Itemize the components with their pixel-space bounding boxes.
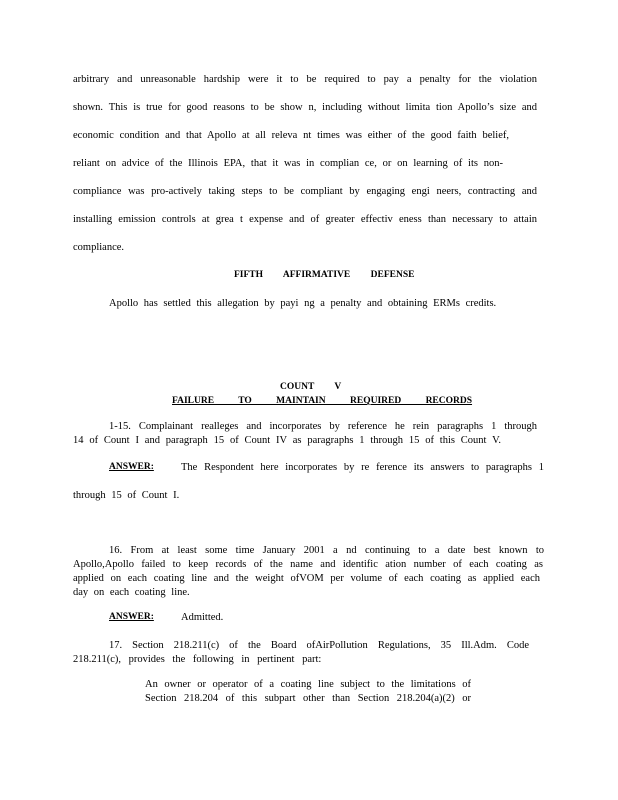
para-line: shown. This is true for good reasons to be show n, including without limita tion Apollo’s size and xyxy=(73,102,537,113)
para-line: 218.211(c), provides the following in pertinent part: xyxy=(73,654,322,665)
answer-label: ANSWER: xyxy=(109,462,154,472)
quote-line: Section 218.204 of this subpart other than Section 218.204(a)(2) or xyxy=(145,693,471,704)
quote-line: An owner or operator of a coating line subject to the limitations of xyxy=(145,679,471,690)
answer-label: ANSWER: xyxy=(109,612,154,622)
count-title: COUNT V xyxy=(280,382,342,392)
para-line: compliance. xyxy=(73,242,125,253)
para-line: Apollo,Apollo failed to keep records of the name and identific ation number of each coating as xyxy=(73,559,543,570)
para-line: applied on each coating line and the weight ofVOM per volume of each coating as applied each xyxy=(73,573,540,584)
defense-text: Apollo has settled this allegation by payi ng a penalty and obtaining ERMs credits. xyxy=(109,298,497,309)
para-line: 16. From at least some time January 2001 a nd continuing to a date best known to xyxy=(109,545,544,556)
section-heading: FIFTH AFFIRMATIVE DEFENSE xyxy=(234,270,415,280)
para-line: arbitrary and unreasonable hardship were it to be required to pay a penalty for the violation xyxy=(73,74,537,85)
para-line: 17. Section 218.211(c) of the Board ofAirPollution Regulations, 35 Ill.Adm. Code xyxy=(109,640,529,651)
para-line: economic condition and that Apollo at all releva nt times was either of the good faith belief, xyxy=(73,130,509,141)
para-line: compliance was pro-actively taking steps to be compliant by engaging engi neers, contracting and xyxy=(73,186,537,197)
para-line: 14 of Count I and paragraph 15 of Count IV as paragraphs 1 through 15 of this Count V. xyxy=(73,435,501,446)
para-line: day on each coating line. xyxy=(73,587,190,598)
para-line: reliant on advice of the Illinois EPA, that it was in complian ce, or on learning of its non- xyxy=(73,158,503,169)
answer-text: Admitted. xyxy=(181,612,224,623)
answer-text: through 15 of Count I. xyxy=(73,490,180,501)
para-line: installing emission controls at grea t expense and of greater effectiv eness than necessary to attain xyxy=(73,214,537,225)
count-subtitle: FAILURE TO MAINTAIN REQUIRED RECORDS xyxy=(172,396,473,406)
para-line: 1-15. Complainant realleges and incorporates by reference he rein paragraphs 1 through xyxy=(109,421,537,432)
answer-text: The Respondent here incorporates by re ference its answers to paragraphs 1 xyxy=(181,462,544,473)
